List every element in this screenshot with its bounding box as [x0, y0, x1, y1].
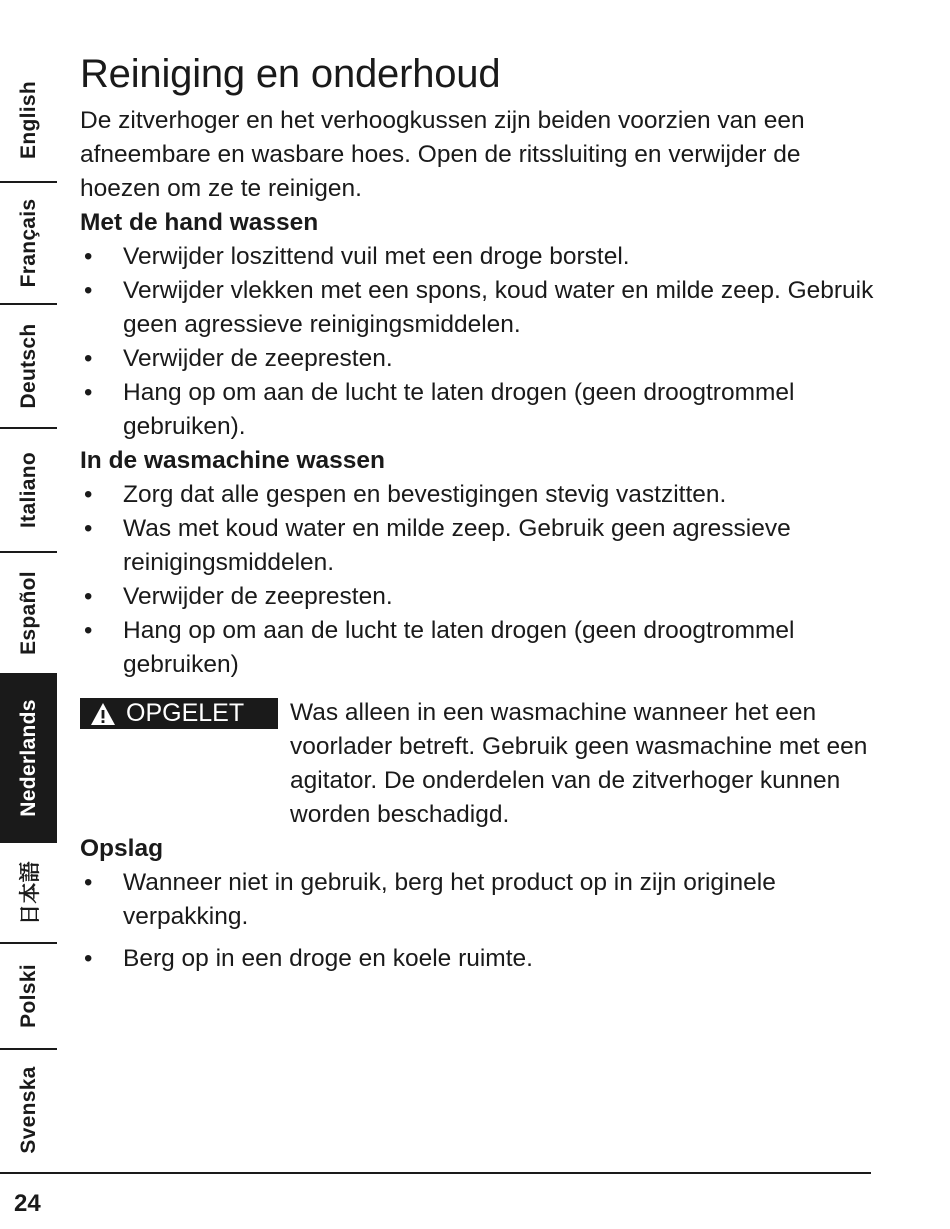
lang-tab-label: Deutsch [16, 323, 40, 409]
lang-tab-label: 日本語 [18, 860, 42, 925]
machine-wash-list [80, 478, 880, 682]
list-item: • Wanneer niet in gebruik, berg het product op in zijn originele verpakking. [80, 866, 880, 934]
lang-tab-label: English [16, 80, 40, 159]
list-item: • Zorg dat alle gespen en bevestigingen stevig vastzitten. [80, 478, 880, 512]
lang-tab-english[interactable] [0, 58, 57, 183]
lang-tab-polski[interactable] [0, 944, 57, 1050]
lang-tab-label: Polski [16, 964, 40, 1028]
lang-tab-japanese[interactable] [0, 843, 57, 944]
section-heading-machine-wash: In de wasmachine wassen [80, 447, 386, 474]
list-item: • Berg op in een droge en koele ruimte. [80, 942, 880, 976]
page-title: Reiniging en onderhoud [80, 52, 501, 96]
main-content [80, 48, 880, 976]
lang-tab-svenska[interactable] [0, 1050, 57, 1170]
list-item: • Verwijder de zeepresten. [80, 342, 880, 376]
list-item: • Verwijder vlekken met een spons, koud water en milde zeep. Gebruik geen agressieve reinigingsmiddelen. [80, 274, 880, 342]
lang-tab-deutsch[interactable] [0, 305, 57, 429]
lang-tab-label: Nederlands [16, 699, 40, 817]
list-item: • Hang op om aan de lucht te laten drogen (geen droogtrommel gebruiken) [80, 614, 880, 682]
lang-tab-nederlands[interactable] [0, 675, 57, 843]
list-item: • Verwijder loszittend vuil met een droge borstel. [80, 240, 880, 274]
hand-wash-list [80, 240, 880, 444]
footer-divider [0, 1172, 871, 1174]
list-item: • Verwijder de zeepresten. [80, 580, 880, 614]
page-number: 24 [14, 1190, 41, 1217]
section-heading-hand-wash: Met de hand wassen [80, 209, 319, 236]
caution-badge [80, 698, 278, 729]
storage-list [80, 866, 880, 976]
list-item: • Was met koud water en milde zeep. Gebruik geen agressieve reinigingsmiddelen. [80, 512, 880, 580]
lang-tab-label: Español [16, 571, 40, 655]
lang-tab-italiano[interactable] [0, 429, 57, 553]
lang-tab-label: Italiano [16, 452, 40, 528]
lang-tab-label: Svenska [16, 1066, 40, 1154]
list-item: • Hang op om aan de lucht te laten drogen (geen droogtrommel gebruiken). [80, 376, 880, 444]
lang-tab-espanol[interactable] [0, 553, 57, 675]
caution-label: OPGELET [126, 699, 245, 727]
caution-text: Was alleen in een wasmachine wanneer het een voorlader betreft. Gebruik geen wasmachine met een agitator. De onderdelen van de zitverhoger kunnen worden beschadigd. [290, 699, 868, 828]
lang-tab-francais[interactable] [0, 183, 57, 305]
warning-triangle-icon [90, 702, 116, 726]
intro-paragraph: De zitverhoger en het verhoogkussen zijn beiden voorzien van een afneembare en wasbare hoes. Open de ritssluiting en verwijder de hoezen om ze te reinigen. [80, 107, 805, 202]
caution-notice [80, 696, 880, 832]
section-heading-storage: Opslag [80, 835, 164, 862]
lang-tab-label: Français [16, 198, 40, 288]
